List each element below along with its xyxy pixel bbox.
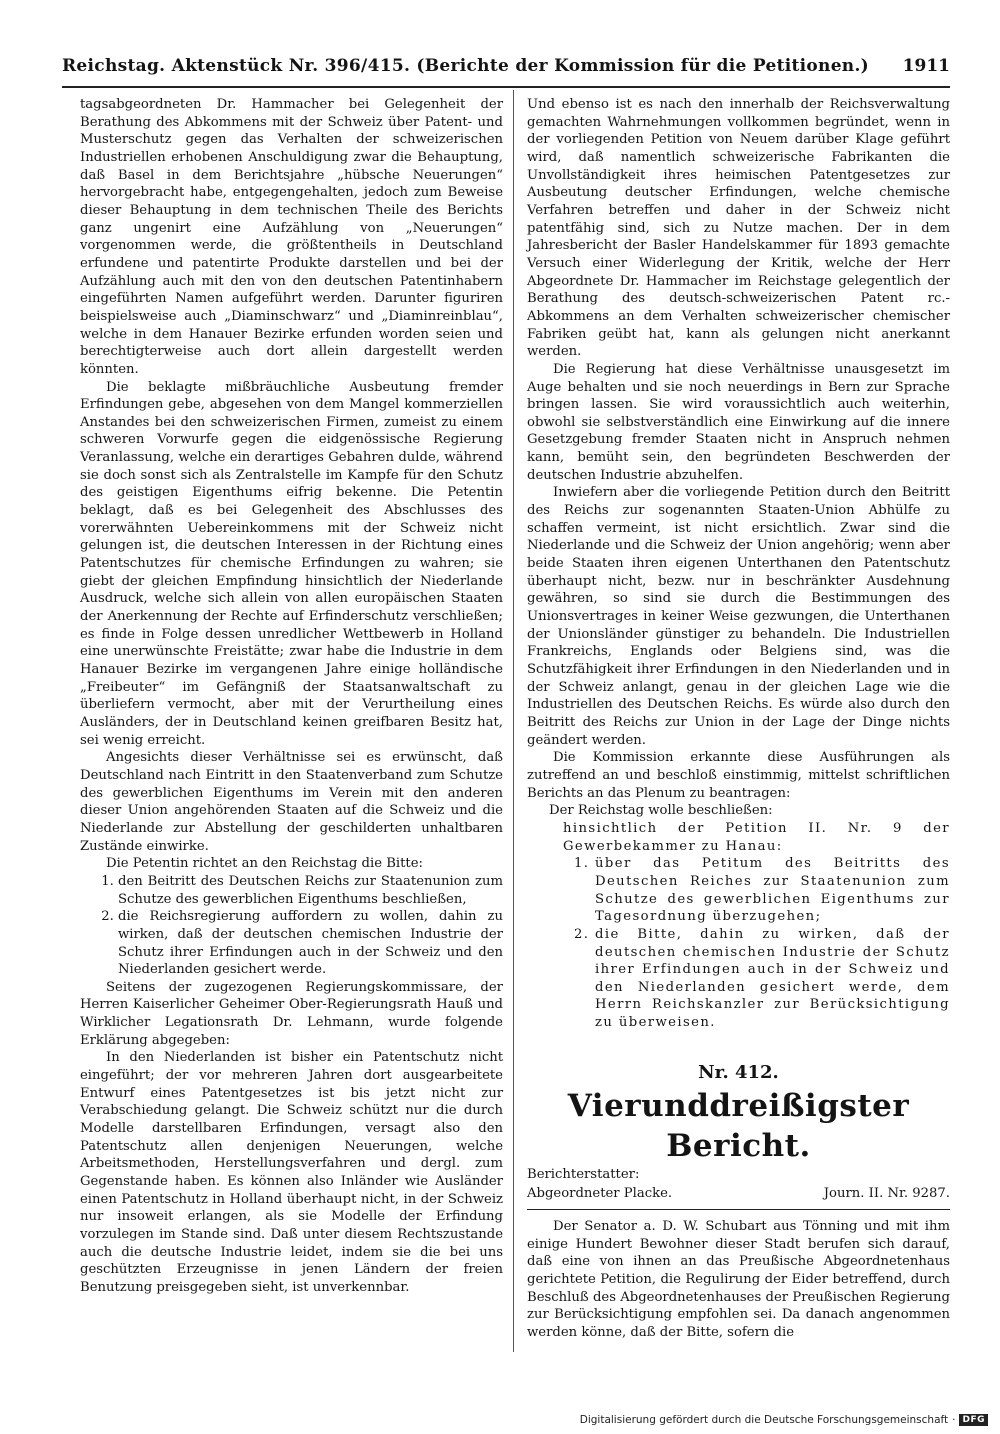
resolution	[527, 802, 950, 1032]
digitization-footer	[580, 1414, 988, 1426]
rapporteur-name: Abgeordneter Placke.	[527, 1186, 673, 1202]
paragraph: Inwiefern aber die vorliegende Petition durch den Beitritt des Reichs zur sogenannten Staaten-Union Abhülfe zu schaffen vermeint, ist nicht ersichtlich. Zwar sind die Niederlande und die Schweiz der Union angehörig; wenn aber beide Staaten ihren eigenen Unterthanen den Patentschutz überhaupt nicht, bezw. nur in beschränkter Ausdehnung gewähren, so sind sie durch die Bestimmungen des Unionsvertrages in keiner Weise gezwungen, die Unterthanen der Unionsländer günstiger zu behandeln. Die Industriellen Frankreichs, Englands oder Belgiens sind, was die Schutzfähigkeit ihrer Erfindungen in den Niederlanden und in der Schweiz anlangt, genau in der gleichen Lage wie die Industriellen des Deutschen Reichs. Es würde also durch den Beitritt des Reichs zur Union in der Lage der Dinge nichts geändert werden.	[527, 485, 950, 748]
list-item: 2. die Bitte, dahin zu wirken, daß der deutschen chemischen Industrie der Schutz ihrer Erfindungen auch in der Schweiz und den Niederlanden gesichert werde, dem Herrn Reichskanzler zur Berücksichtigung zu überweisen.	[595, 926, 950, 1032]
header-rule	[62, 86, 950, 88]
column-divider	[513, 90, 514, 1352]
list-item: 1. über das Petitum des Beitritts des Deutschen Reiches zur Staatenunion zum Schutze des gewerblichen Eigenthums zur Tagesordnung überzugehen;	[595, 855, 950, 926]
page-number: 1911	[902, 56, 950, 76]
paragraph: Die Kommission erkannte diese Ausführungen als zutreffend an und beschloß einstimmig, mittelst schriftlichen Berichts an das Plenum zu beantragen:	[527, 750, 950, 801]
journal-number: Journ. II. Nr. 9287.	[823, 1186, 950, 1202]
report-title: Vierunddreißigster Bericht.	[567, 1087, 910, 1164]
paragraph: Und ebenso ist es nach den innerhalb der Reichsverwaltung gemachten Wahrnehmungen vollkommen begründet, wenn in der vorliegenden Petition von Neuem darüber Klage geführt wird, daß namentlich schweizerische Fabrikanten die Unvollständigkeit ihres heimischen Patentgesetzes zur Ausbeutung deutscher Erfindungen, welche chemische Verfahren betreffen und daher in der Schweiz nicht patentfähig sind, sich zu Nutze machen. Der in dem Jahresbericht der Basler Handelskammer für 1893 gemachte Versuch einer Widerlegung der Kritik, welche der Herr Abgeordnete Dr. Hammacher im Reichstage gelegentlich der Berathung des deutsch-schweizerischen Patent rc.-Abkommens an dem Verhalten schweizerischer chemischer Fabriken geübt hat, kann als gelungen nicht anerkannt werden.	[527, 97, 950, 360]
resolution-intro: hinsichtlich der Petition II. Nr. 9 der Gewerbekammer zu Hanau:	[563, 820, 950, 854]
footer-text: Digitalisierung gefördert durch die Deutsche Forschungsgemeinschaft	[579, 1414, 949, 1426]
rapporteur-label: Berichterstatter:	[527, 1166, 640, 1182]
paragraph: Seitens der zugezogenen Regierungskommissare, der Herren Kaiserlicher Geheimer Ober-Regierungsrath Hauß und Wirklicher Legationsrath Dr. Lehmann, wurde folgende Erklärung abgegeben:	[80, 979, 503, 1048]
paragraph: Der Senator a. D. W. Schubart aus Tönning und mit ihm einige Hundert Bewohner dieser Stadt berufen sich darauf, daß eine von ihnen an das Preußische Abgeordnetenhaus gerichtete Petition, die Regulirung der Eider betreffend, durch Beschluß des Abgeordnetenhauses der Preußischen Regierung zur Berücksichtigung empfohlen sei. Da danach angenommen werden könne, daß der Bitte, sofern die	[527, 1219, 950, 1341]
left-column	[80, 96, 503, 1297]
running-header	[62, 56, 950, 88]
petition-list	[80, 873, 503, 979]
paragraph: Die Regierung hat diese Verhältnisse unausgesetzt im Auge behalten und sie noch neuerdings in Bern zur Sprache bringen lassen. Sie wird voraussichtlich auch weiterhin, obwohl sie selbstverständlich eine Einwirkung auf die innere Gesetzgebung fremder Staaten nicht in Anspruch nehmen kann, bemüht sein, den begründeten Beschwerden der deutschen Industrie abzuhelfen.	[527, 361, 950, 483]
list-item: 1. den Beitritt des Deutschen Reichs zur Staatenunion zum Schutze des gewerblichen Eigenthums beschließen,	[118, 873, 503, 908]
header-title: Reichstag. Aktenstück Nr. 396/415. (Berichte der Kommission für die Petitionen.)	[62, 56, 870, 76]
paragraph: Angesichts dieser Verhältnisse sei es erwünscht, daß Deutschland nach Eintritt in den Staatenverband zum Schutze des gewerblichen Eigenthums im Verein mit den anderen dieser Union angehörenden Staaten auf die Schweiz und die Niederlande zur Abstellung der geschilderten unhaltbaren Zustände einwirke.	[80, 750, 503, 854]
paragraph: tagsabgeordneten Dr. Hammacher bei Gelegenheit der Berathung des Abkommens mit der Schweiz über Patent- und Musterschutz gegen das Verhalten der schweizerischen Industriellen erhobenen Anschuldigung zwar die Behauptung, daß Basel in dem Berichtsjahre „hübsche Neuerungen“ hervorgebracht habe, entgegengehalten, jedoch zum Beweise dieser Behauptung in dem technischen Theile des Berichts ganz ungenirt eine Aufzählung von „Neuerungen“ vorgenommen werde, die größtentheils in Deutschland erfundene und patentirte Produkte darstellen und bei der Aufzählung auch mit den von den deutschen Patentinhabern eingeführten Namen aufgeführt werden. Darunter figuriren beispielsweise auch „Diaminschwarz“ und „Diaminreinblau“, welche in dem Hanauer Bezirke erfunden worden seien und berechtigterweise auch dort allein dargestellt werden könnten.	[80, 97, 503, 377]
right-column	[527, 96, 950, 1342]
bullet-icon: ·	[952, 1414, 956, 1426]
resolution-list	[549, 855, 950, 1032]
rapporteur-row	[527, 1185, 950, 1203]
section-rule	[527, 1209, 950, 1210]
resolution-lead: Der Reichstag wolle beschließen:	[549, 803, 773, 819]
report-number: Nr. 412.	[698, 1061, 779, 1083]
paragraph: Die Petentin richtet an den Reichstag die Bitte:	[106, 856, 423, 872]
dfg-logo-icon: DFG	[959, 1414, 988, 1426]
list-item: 2. die Reichsregierung auffordern zu wollen, dahin zu wirken, daß der deutschen chemischen Industrie der Schutz ihrer Erfindungen auch in der Schweiz und den Niederlanden gesichert werde.	[118, 908, 503, 979]
paragraph: Die beklagte mißbräuchliche Ausbeutung fremder Erfindungen gebe, abgesehen von dem Mangel kommerziellen Anstandes bei den schweizerischen Firmen, zumeist zu einem schweren Vorwurfe gegen die eidgenössische Regierung Veranlassung, welche ein derartiges Gebahren dulde, während sie doch sonst sich als Zentralstelle im Kampfe für den Schutz des geistigen Eigenthums eifrig bekenne. Die Petentin beklagt, daß es bei Gelegenheit des Abschlusses des vorerwähnten Uebereinkommens mit der Schweiz nicht gelungen ist, die deutschen Interessen in der Richtung eines Patentschutzes für chemische Erfindungen zu wahren; sie giebt der gleichen Empfindung hinsichtlich der Niederlande Ausdruck, welche sich allein von allen europäischen Staaten der Anerkennung der Rechte auf Erfinderschutz verschließen; es finde in Folge dessen unredlicher Wettbewerb in Holland eine unerwünschte Freistätte; zwar habe die Industrie in dem Hanauer Bezirke im vergangenen Jahre einige holländische „Freibeuter“ im Gefängniß der Staatsanwaltschaft zu überliefern vermocht, aber mit der Verurtheilung eines Ausländers, der in Deutschland keinen greifbaren Besitz hat, sei wenig erreicht.	[80, 379, 503, 748]
paragraph: In den Niederlanden ist bisher ein Patentschutz nicht eingeführt; der vor mehreren Jahren dort ausgearbeitete Entwurf eines Patentgesetzes ist bis jetzt nicht zur Verabschiedung gelangt. Die Schweiz schützt nur die durch Modelle darstellbaren Erfindungen, versagt also den Patentschutz allen denjenigen Neuerungen, welche Arbeitsmethoden, Herstellungsverfahren und dergl. zum Gegenstande haben. Es können also Inländer wie Ausländer einen Patentschutz in Holland überhaupt nicht, in der Schweiz nur insoweit erlangen, als sie Modelle der Erfindung vorzulegen im Stande sind. Daß unter diesem Rechtszustande auch die deutsche Industrie leidet, indem sie die bei uns geschützten Erzeugnisse in jenen Ländern der freien Benutzung preisgegeben sieht, ist unverkennbar.	[80, 1050, 503, 1295]
